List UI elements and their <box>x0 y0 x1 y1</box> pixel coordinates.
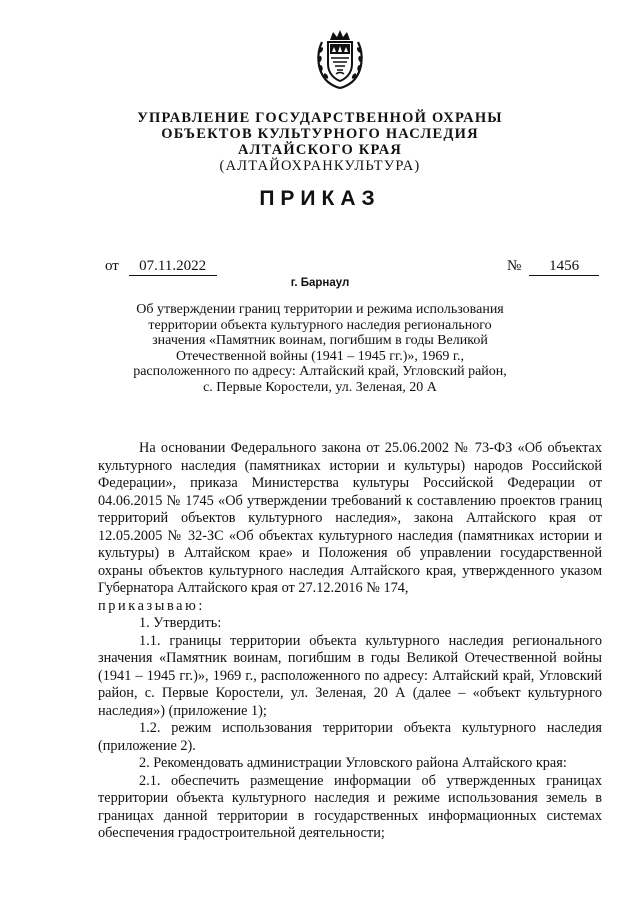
subject-line: расположенного по адресу: Алтайский край, Угловский район, <box>133 364 507 379</box>
item-1-1: 1.1. границы территории объекта культурного наследия регионального значения «Памятник воинам, погибшим в годы Великой Отечественной войны (1941 – 1945 гг.)», 1969 г., расположенного по адресу: Алтайский край, Угловский район, с. Первые Коростели, ул. Зеленая, 20 А (далее – «объект культурного наследия») (приложение 1); <box>98 632 602 719</box>
subject-block <box>0 302 640 395</box>
coat-of-arms-emblem <box>314 28 366 90</box>
subject-line: территории объекта культурного наследия регионального <box>148 317 492 333</box>
date-field <box>105 258 217 276</box>
preamble-paragraph: На основании Федерального закона от 25.06.2002 № 73-ФЗ «Об объектах культурного наследия (памятниках истории и культуры) народов Российской Федерации», приказа Министерства культуры Российской Федерации от 04.06.2015 № 1745 «Об утверждении требований к составлению проектов границ территорий объектов культурного наследия», закона Алтайского края от 12.05.2005 № 32-ЗС «Об объектах культурного наследия (памятниках истории и культуры) в Алтайском крае» и Положения об управлении государственной охраны объектов культурного наследия Алтайского края, утвержденного указом Губернатора Алтайского края от 27.12.2016 № 174, <box>98 440 602 596</box>
org-name-line2: ОБЪЕКТОВ КУЛЬТУРНОГО НАСЛЕДИЯ <box>161 126 479 142</box>
document-body <box>98 440 602 843</box>
subject-line: с. Первые Коростели, ул. Зеленая, 20 А <box>203 379 437 395</box>
number-field <box>507 258 599 276</box>
item-1: 1. Утвердить: <box>139 615 222 631</box>
subject-line: Отечественной войны (1941 – 1945 гг.)», 1969 г., <box>175 348 465 364</box>
subject-line: Об утверждении границ территории и режима использования <box>136 302 504 317</box>
order-word: приказываю: <box>98 597 205 614</box>
item-2: 2. Рекомендовать администрации Угловского района Алтайского края: <box>139 755 567 771</box>
number-prefix: № <box>507 258 522 274</box>
item-1-2: 1.2. режим использования территории объекта культурного наследия (приложение 2). <box>98 720 602 754</box>
city-label: г. Барнаул <box>290 277 350 289</box>
org-name-line1: УПРАВЛЕНИЕ ГОСУДАРСТВЕННОЙ ОХРАНЫ <box>137 110 503 126</box>
org-abbreviation: (АЛТАЙОХРАНКУЛЬТУРА) <box>219 158 421 174</box>
date-prefix: от <box>105 258 119 274</box>
subject-line: значения «Памятник воинам, погибшим в годы Великой <box>152 333 488 348</box>
item-2-1: 2.1. обеспечить размещение информации об утвержденных границах территории объекта культурного наследия и режиме использования земель в границах данной территории в государственных информационных системах обеспечения градостроительной деятельности; <box>98 772 602 841</box>
date-value: 07.11.2022 <box>129 258 217 276</box>
document-type-title: ПРИКАЗ <box>259 187 381 210</box>
number-value: 1456 <box>529 258 599 276</box>
org-name-line3: АЛТАЙСКОГО КРАЯ <box>237 142 403 158</box>
